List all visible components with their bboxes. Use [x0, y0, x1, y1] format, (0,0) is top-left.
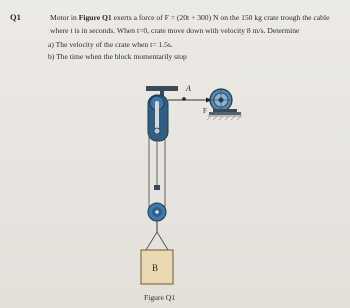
problem-text-suffix: exerts a force of F = (20t + 300) N on the 150 kg crate trough the cable where t is in seconds. When t=0, crate move down with velocity 8 m/s. Determine: [50, 13, 330, 35]
lower-pulley: [148, 203, 166, 232]
figure-caption: Figure Q1: [144, 293, 176, 302]
label-b: B: [152, 263, 159, 273]
part-a: a) The velocity of the crate when t= 1.5s.: [48, 40, 173, 49]
figure-reference: Figure Q1: [78, 13, 112, 22]
motor: [207, 89, 242, 120]
label-a: A: [186, 84, 191, 93]
part-b: b) The time when the block momentarily stop: [48, 51, 187, 61]
problem-text-prefix: Motor in: [50, 13, 79, 22]
label-f: F: [203, 107, 207, 115]
crate-rope: [146, 232, 168, 250]
question-number: Q1: [10, 12, 21, 22]
cable-to-motor: [168, 97, 212, 102]
